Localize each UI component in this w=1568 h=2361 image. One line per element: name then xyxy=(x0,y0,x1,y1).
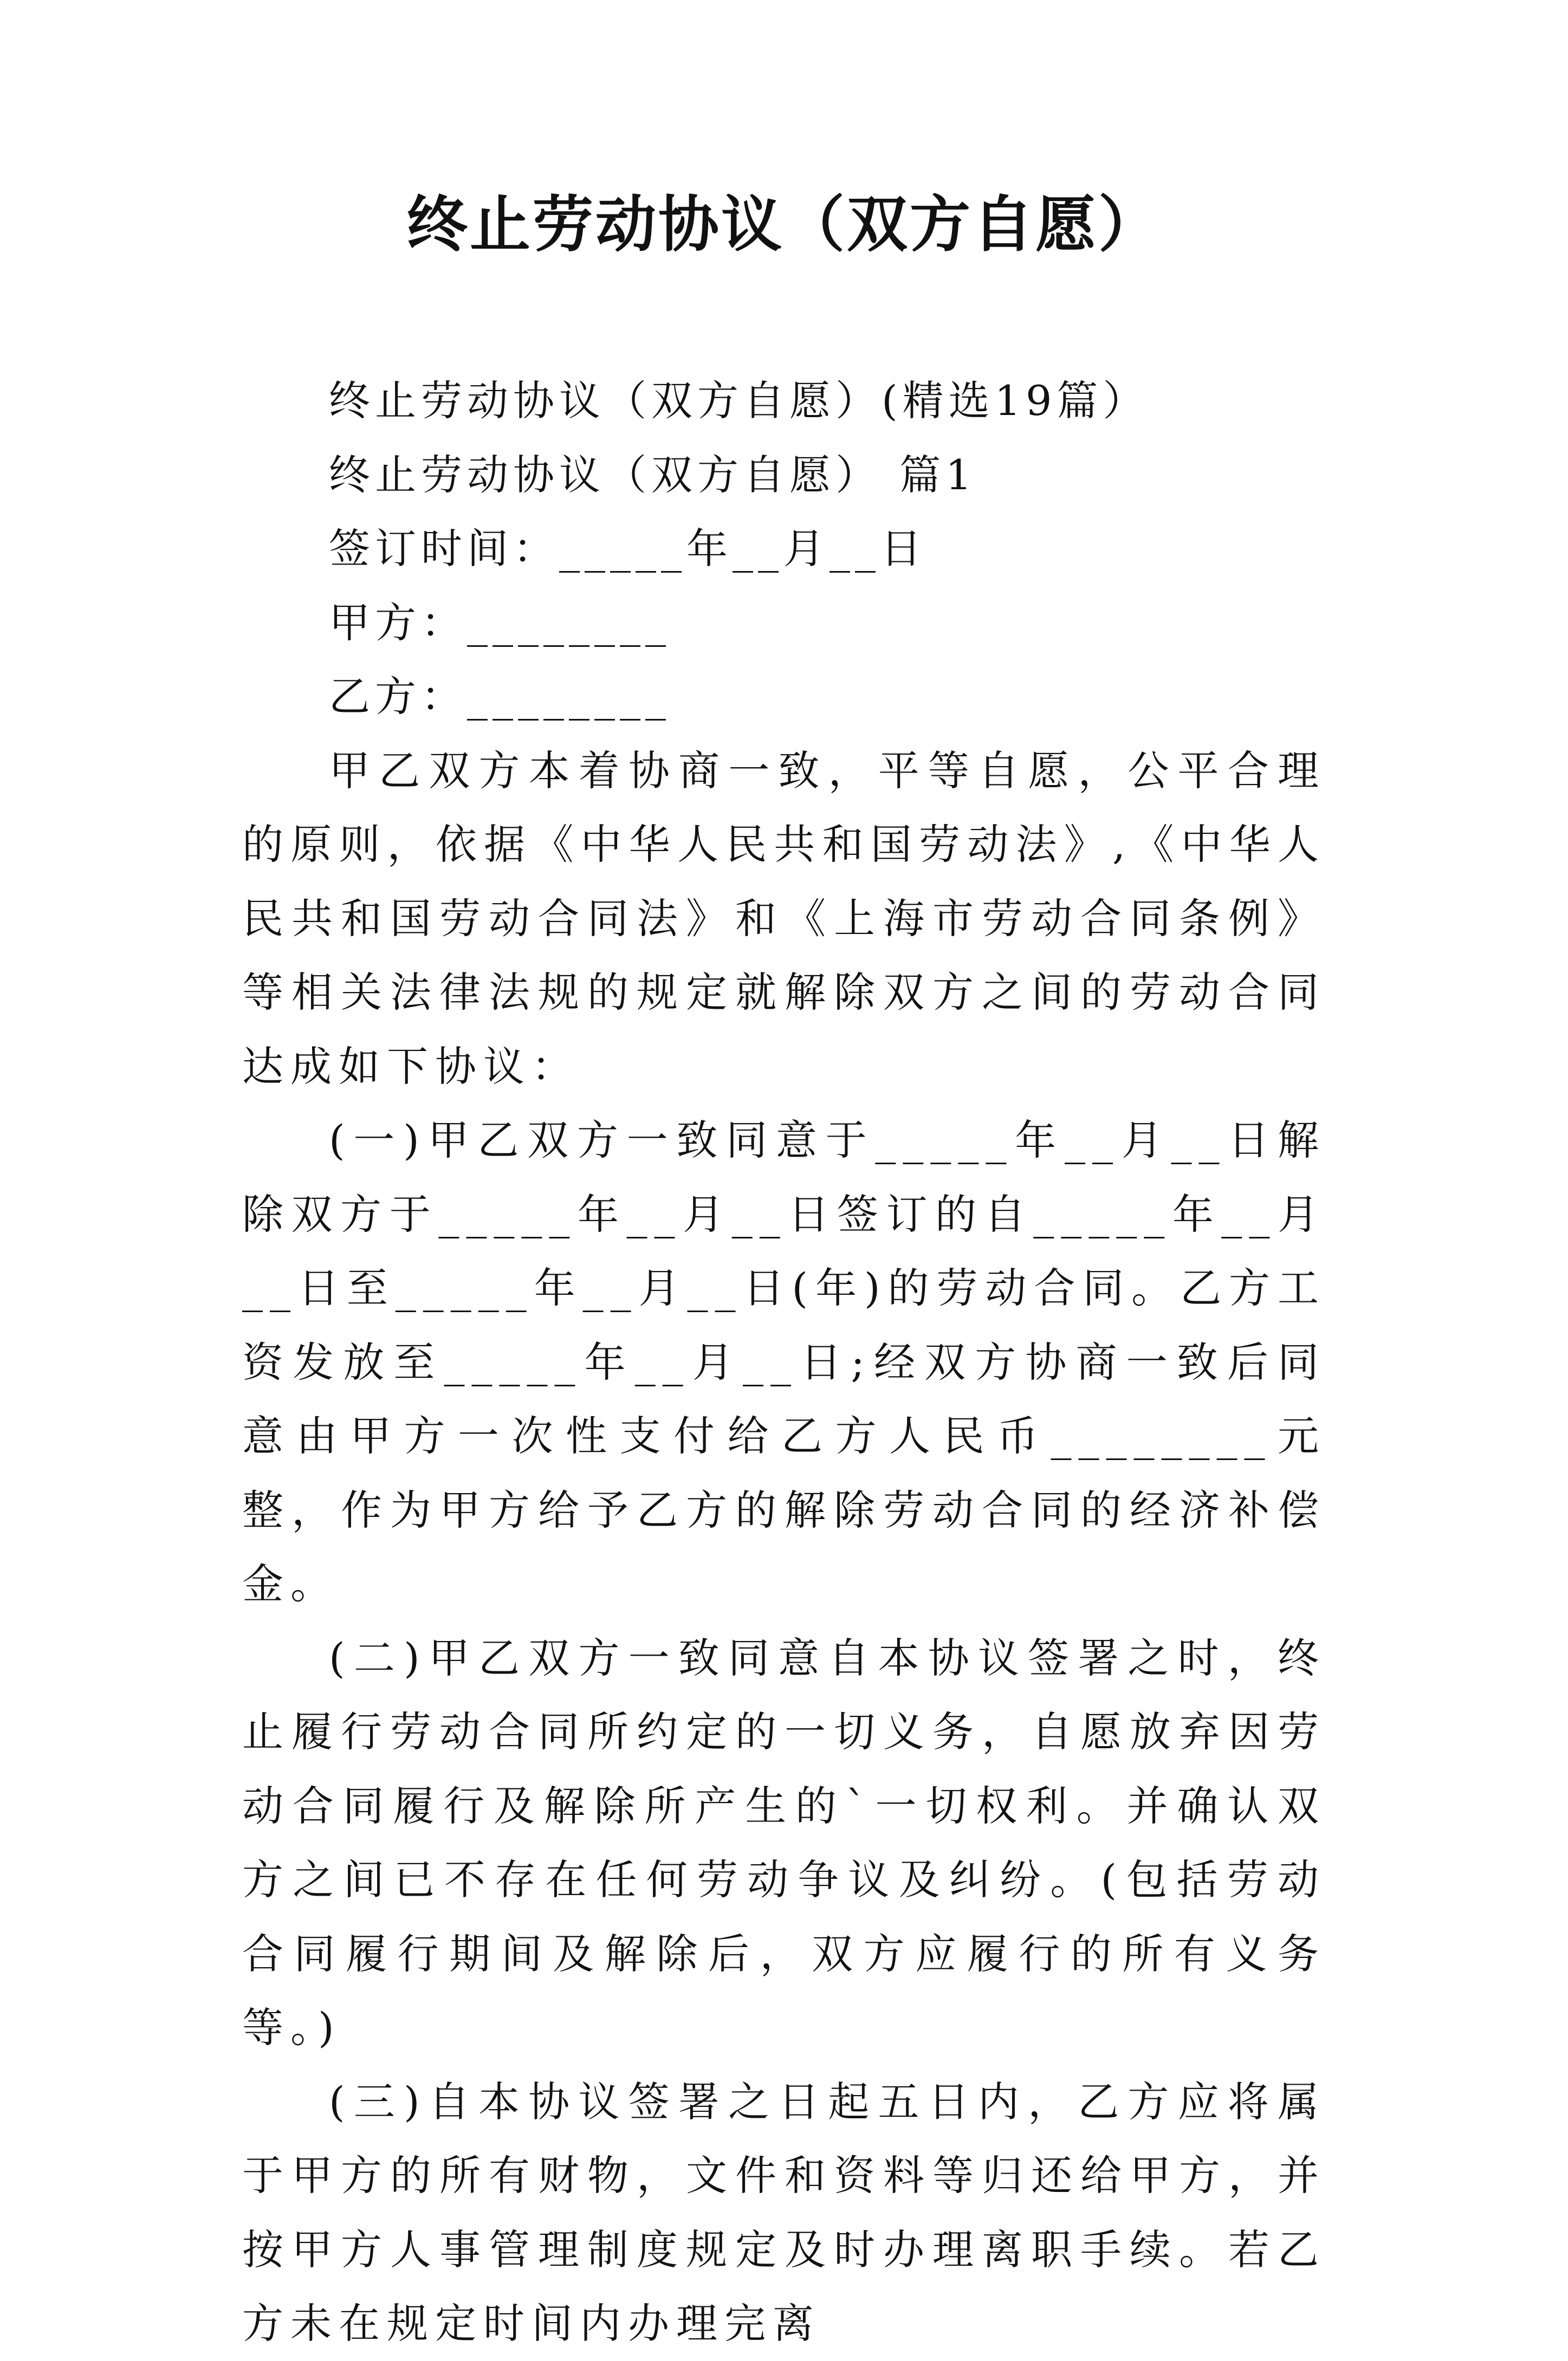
party-a-line: 甲方：________ xyxy=(329,598,671,647)
document-title: 终止劳动协议（双方自愿） xyxy=(407,189,1161,260)
document-body xyxy=(242,364,1326,2361)
sign-date-line: 签订时间：_____年__月__日 xyxy=(329,524,926,573)
subtitle-line: 终止劳动协议（双方自愿）(精选19篇） xyxy=(329,377,1149,425)
paragraph-clause-1: (一)甲乙双方一致同意于_____年__月__日解除双方于_____年__月__日签订的自_____年__月__日至_____年__月__日(年)的劳动合同。乙方工资发放至_____年__月__日;经双方协商一致后同意由甲方一次性支付给乙方人民币________元整，作为甲方给予乙方的解除劳动合同的经济补偿金。 xyxy=(242,1116,1326,1608)
paragraph-clause-2: (二)甲乙双方一致同意自本协议签署之时，终止履行劳动合同所约定的一切义务，自愿放弃因劳动合同履行及解除所产生的`一切权利。并确认双方之间已不存在任何劳动争议及纠纷。(包括劳动合同履行期间及解除后，双方应履行的所有义务等。) xyxy=(242,1633,1326,2052)
paragraph-intro: 甲乙双方本着协商一致，平等自愿，公平合理的原则，依据《中华人民共和国劳动法》,《中华人民共和国劳动合同法》和《上海市劳动合同条例》等相关法律法规的规定就解除双方之间的劳动合同达成如下协议： xyxy=(242,746,1326,1091)
party-b-line: 乙方：________ xyxy=(329,672,671,721)
section-heading: 终止劳动协议（双方自愿） 篇1 xyxy=(329,450,977,499)
paragraph-clause-3: (三)自本协议签署之日起五日内，乙方应将属于甲方的所有财物，文件和资料等归还给甲方，并按甲方人事管理制度规定及时办理离职手续。若乙方未在规定时间内办理完离 xyxy=(242,2077,1326,2347)
